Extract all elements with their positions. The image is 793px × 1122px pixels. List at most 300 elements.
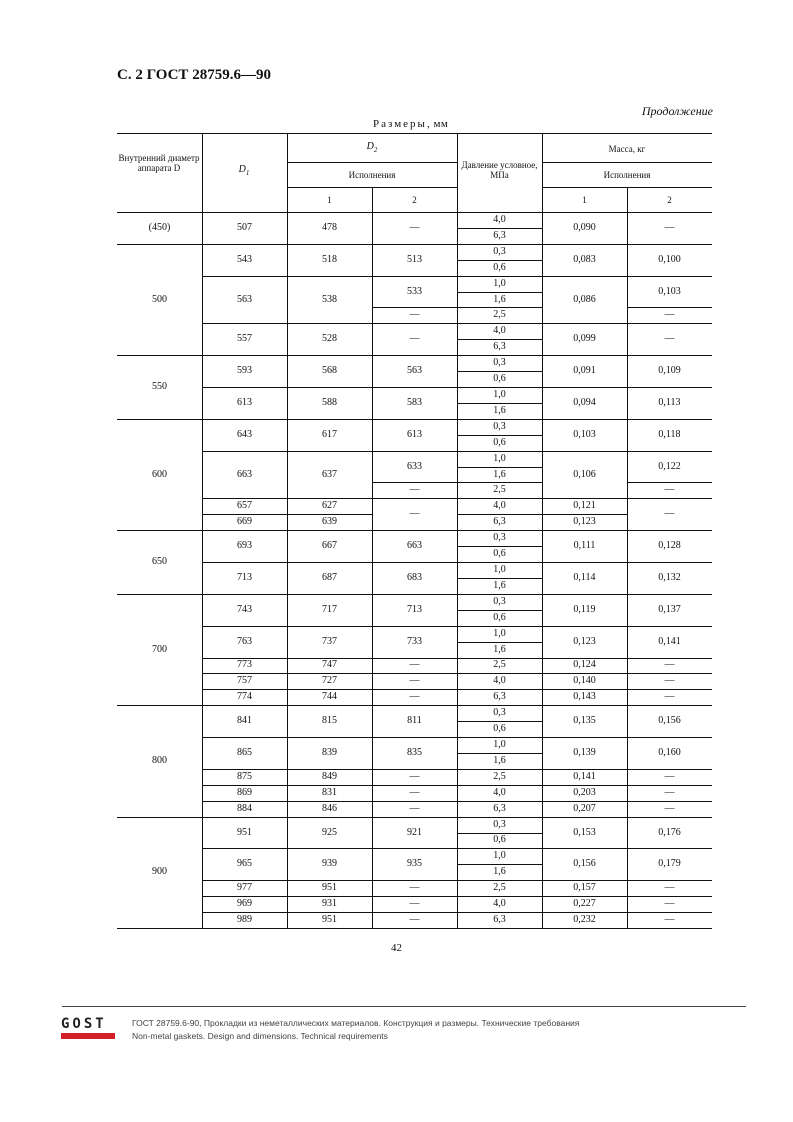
footer-divider [62,1006,746,1007]
table-cell: 0,141 [573,770,596,782]
table-cell: — [664,659,675,671]
gost-logo-text: GOST [61,1016,107,1032]
row-rule [457,276,542,277]
table-cell: 0,121 [573,500,596,512]
row-rule [457,451,542,452]
table-cell: 0,128 [658,540,681,552]
table-cell: 1,6 [493,643,506,655]
table-cell: 0,3 [493,707,506,719]
row-rule [542,817,627,818]
header-d2-label: D [366,141,374,152]
table-cell: — [664,484,675,496]
row-rule [202,530,287,531]
table-cell: — [664,882,675,894]
row-rule [202,705,287,706]
table-cell: — [409,484,420,496]
table-cell: 0,6 [493,436,506,448]
table-cell: — [409,333,420,345]
table-cell: 757 [237,675,252,687]
row-rule [372,482,457,483]
table-cell: — [409,802,420,814]
table-cell: 663 [237,468,252,480]
table-cell: — [409,691,420,703]
table-cell: 0,091 [573,365,596,377]
table-cell: 0,114 [573,571,596,583]
row-rule [287,562,372,563]
table-cell: 849 [322,770,337,782]
row-rule [117,594,202,595]
table-cell: 0,123 [573,516,596,528]
table-cell: 0,111 [573,540,596,552]
row-rule [287,498,372,499]
row-rule [287,912,372,913]
table-cell: 0,227 [573,898,596,910]
row-rule [287,419,372,420]
table-cell: 669 [237,516,252,528]
row-rule [202,801,287,802]
table-cell: 737 [322,635,337,647]
table-cell: 500 [152,293,167,305]
table-cell: 774 [237,691,252,703]
table-cell: 0,137 [658,603,681,615]
row-rule [287,737,372,738]
row-rule [202,673,287,674]
header-mass-rule [542,162,712,163]
table-cell: 613 [407,428,422,440]
table-cell: 875 [237,770,252,782]
table-cell: 568 [322,365,337,377]
table-cell: 2,5 [493,659,506,671]
table-cell: 2,5 [493,770,506,782]
table-cell: 935 [407,858,422,870]
row-rule [202,785,287,786]
column-rule [542,212,543,928]
header-col-rule [542,133,543,212]
header-mass-execution: Исполнения [603,170,651,180]
gost-logo [61,1017,115,1039]
row-rule [372,307,457,308]
row-rule [457,419,542,420]
table-cell: 951 [237,826,252,838]
sizes-unit: , мм [426,118,449,130]
table-cell: 0,106 [573,468,596,480]
row-rule [457,244,542,245]
row-rule [372,912,457,913]
row-rule [202,562,287,563]
table-cell: 0,090 [573,221,596,233]
table-cell: — [664,675,675,687]
row-rule [372,419,457,420]
table-cell: 713 [237,571,252,583]
row-rule [372,451,457,452]
table-cell: 2,5 [493,882,506,894]
row-rule [542,594,627,595]
row-rule [372,880,457,881]
row-rule [542,673,627,674]
header-d2-exec-1: 1 [327,195,332,205]
footer-title-en: Non-metal gaskets. Design and dimensions. Technical requirements [132,1031,388,1041]
table-cell: 528 [322,333,337,345]
table-cell: — [409,675,420,687]
row-rule [627,419,712,420]
header-d2-exec-2: 2 [412,195,417,205]
row-rule [627,896,712,897]
table-cell: 811 [407,715,422,727]
table-cell: 613 [237,396,252,408]
header-d1-label: D [238,164,246,175]
table-cell: 839 [322,746,337,758]
row-rule [457,880,542,881]
table-cell: 533 [407,285,422,297]
row-rule [627,737,712,738]
table-cell: — [664,309,675,321]
table-cell: 1,6 [493,866,506,878]
row-rule [287,244,372,245]
column-rule [627,212,628,928]
row-rule [372,323,457,324]
row-rule [627,912,712,913]
table-cell: 0,119 [573,603,596,615]
row-rule [202,276,287,277]
row-rule [117,817,202,818]
table-cell: 1,0 [493,564,506,575]
table-cell: 1,6 [493,293,506,305]
table-cell: — [409,659,420,671]
table-cell: 763 [237,635,252,647]
header-d2-execution: Исполнения [348,170,396,180]
row-rule [287,276,372,277]
row-rule [457,594,542,595]
row-rule [457,817,542,818]
table-cell: (450) [148,221,171,233]
table-cell: 743 [237,603,252,615]
row-rule [627,307,712,308]
row-rule [117,705,202,706]
row-rule [372,276,457,277]
row-rule [457,848,542,849]
table-cell: 563 [237,293,252,305]
table-cell: 931 [322,898,337,910]
row-rule [542,498,627,499]
row-rule [457,705,542,706]
row-rule [287,705,372,706]
row-rule [202,323,287,324]
table-cell: 1,0 [493,388,506,400]
row-rule [457,785,542,786]
header-top-rule [117,133,712,134]
row-rule [287,355,372,356]
row-rule [457,721,542,722]
row-rule [287,880,372,881]
table-cell: 687 [322,571,337,583]
table-cell: 0,118 [658,428,681,440]
row-rule [627,323,712,324]
table-cell: 1,6 [493,754,506,766]
row-rule [287,514,372,515]
row-rule [542,562,627,563]
header-pressure: Давление условное, МПа [461,160,538,180]
table-cell: 543 [237,253,252,265]
row-rule [457,737,542,738]
table-cell: — [664,508,675,520]
table-cell: 717 [322,603,337,615]
table-cell: 925 [322,826,337,838]
row-rule [627,276,712,277]
table-cell: — [409,914,420,926]
row-rule [457,371,542,372]
table-cell: 637 [322,468,337,480]
row-rule [542,785,627,786]
table-cell: 0,086 [573,293,596,305]
table-cell: 951 [322,914,337,926]
table-cell: — [409,898,420,910]
row-rule [457,435,542,436]
table-cell: 0,140 [573,675,596,687]
table-cell: 921 [407,826,422,838]
row-rule [202,419,287,420]
table-cell: 951 [322,882,337,894]
table-cell: — [664,770,675,782]
row-rule [202,769,287,770]
row-rule [457,673,542,674]
row-rule [117,419,202,420]
row-rule [202,451,287,452]
header-inner-diameter: Внутренний диаметр аппарата D [118,153,200,173]
row-rule [287,658,372,659]
row-rule [627,848,712,849]
table-cell: 0,3 [493,357,506,369]
row-rule [627,626,712,627]
row-rule [627,658,712,659]
row-rule [627,817,712,818]
table-cell: 550 [152,381,167,393]
footer-title-ru: ГОСТ 28759.6-90, Прокладки из неметаллических материалов. Конструкция и размеры. Технические требования [132,1018,580,1028]
row-rule [372,848,457,849]
row-rule [542,626,627,627]
table-cell: 0,6 [493,261,506,273]
table-cell: 0,207 [573,802,596,814]
table-cell: 0,176 [658,826,681,838]
table-cell: 4,0 [493,325,506,337]
row-rule [202,817,287,818]
row-rule [202,514,287,515]
row-rule [542,705,627,706]
table-cell: 693 [237,540,252,552]
row-rule [202,928,287,929]
table-cell: 633 [407,460,422,472]
table-cell: 0,3 [493,420,506,432]
row-rule [372,594,457,595]
row-rule [627,244,712,245]
row-rule [457,562,542,563]
row-rule [202,896,287,897]
table-cell: 0,157 [573,882,596,894]
table-cell: 747 [322,659,337,671]
row-rule [372,355,457,356]
table-cell: 733 [407,635,422,647]
row-rule [627,498,712,499]
table-cell: 2,5 [493,309,506,321]
table-cell: 557 [237,333,252,345]
table-cell: 0,139 [573,746,596,758]
table-cell: — [664,333,675,345]
row-rule [457,467,542,468]
row-rule [202,689,287,690]
row-rule [627,880,712,881]
row-rule [457,769,542,770]
column-rule [202,212,203,928]
row-rule [202,355,287,356]
row-rule [627,482,712,483]
table-cell: 0,135 [573,715,596,727]
table-cell: — [664,691,675,703]
row-rule [457,864,542,865]
table-cell: 0,6 [493,611,506,623]
table-cell: 657 [237,500,252,512]
table-cell: 900 [152,866,167,878]
row-rule [372,562,457,563]
table-cell: 969 [237,898,252,910]
row-rule [542,387,627,388]
table-cell: 663 [407,540,422,552]
row-rule [457,546,542,547]
row-rule [627,451,712,452]
row-rule [287,387,372,388]
row-rule [287,530,372,531]
table-cell: 0,122 [658,460,681,472]
table-cell: 0,141 [658,635,681,647]
row-rule [627,769,712,770]
table-cell: 2,5 [493,484,506,496]
row-rule [287,626,372,627]
row-rule [457,260,542,261]
row-rule [542,323,627,324]
row-rule [457,339,542,340]
row-rule [457,833,542,834]
row-rule [287,594,372,595]
row-rule [372,244,457,245]
table-cell: 627 [322,500,337,512]
table-cell: 700 [152,643,167,655]
row-rule [202,626,287,627]
table-cell: 6,3 [493,341,506,353]
table-cell: 0,153 [573,826,596,838]
table-cell: 0,160 [658,746,681,758]
row-rule [457,323,542,324]
table-cell: 6,3 [493,229,506,241]
table-cell: 4,0 [493,213,506,225]
row-rule [457,387,542,388]
header-col-rule [287,133,288,212]
row-rule [542,689,627,690]
column-rule [457,212,458,928]
page-number: 42 [391,942,402,954]
row-rule [287,928,372,929]
table-cell: 0,6 [493,723,506,735]
row-rule [372,626,457,627]
table-cell: 0,103 [658,285,681,297]
row-rule [372,387,457,388]
row-rule [372,817,457,818]
row-rule [287,896,372,897]
row-rule [287,451,372,452]
table-cell: 800 [152,754,167,766]
row-rule [627,594,712,595]
table-cell: 6,3 [493,516,506,528]
table-cell: 0,3 [493,532,506,544]
table-cell: 0,6 [493,373,506,385]
row-rule [457,355,542,356]
table-cell: 0,083 [573,253,596,265]
row-rule [542,276,627,277]
row-rule [372,928,457,929]
row-rule [287,673,372,674]
row-rule [542,848,627,849]
table-cell: 478 [322,221,337,233]
table-cell: — [409,882,420,894]
table-cell: 939 [322,858,337,870]
row-rule [457,801,542,802]
row-rule [457,610,542,611]
table-cell: 831 [322,786,337,798]
table-cell: 563 [407,365,422,377]
row-rule [542,451,627,452]
row-rule [202,912,287,913]
table-cell: — [409,770,420,782]
row-rule [372,785,457,786]
row-rule [117,355,202,356]
table-cell: 617 [322,428,337,440]
table-cell: 727 [322,675,337,687]
gost-logo-bar [61,1033,115,1039]
table-cell: 1,6 [493,468,506,480]
row-rule [202,880,287,881]
row-rule [287,689,372,690]
row-rule [627,530,712,531]
table-cell: 965 [237,858,252,870]
table-cell: 583 [407,396,422,408]
table-cell: 518 [322,253,337,265]
table-cell: 0,103 [573,428,596,440]
table-cell: 0,3 [493,245,506,257]
table-cell: 4,0 [493,675,506,687]
table-cell: 6,3 [493,802,506,814]
row-rule [202,387,287,388]
header-d1-subscript: 1 [245,169,250,177]
row-rule [202,848,287,849]
row-rule [287,769,372,770]
column-rule [287,212,288,928]
table-cell: 0,156 [573,858,596,870]
header-bottom-rule [117,212,712,213]
header-col-rule [202,133,203,212]
row-rule [372,673,457,674]
table-cell: 538 [322,293,337,305]
row-rule [457,228,542,229]
row-rule [542,769,627,770]
table-cell: — [664,221,675,233]
row-rule [457,482,542,483]
row-rule [627,355,712,356]
sizes-label: Размеры [373,118,427,130]
table-cell: 0,100 [658,253,681,265]
table-cell: 846 [322,802,337,814]
table-cell: 835 [407,746,422,758]
table-cell: 4,0 [493,500,506,512]
row-rule [627,673,712,674]
header-mass: Масса, кг [608,144,646,154]
row-rule [457,689,542,690]
